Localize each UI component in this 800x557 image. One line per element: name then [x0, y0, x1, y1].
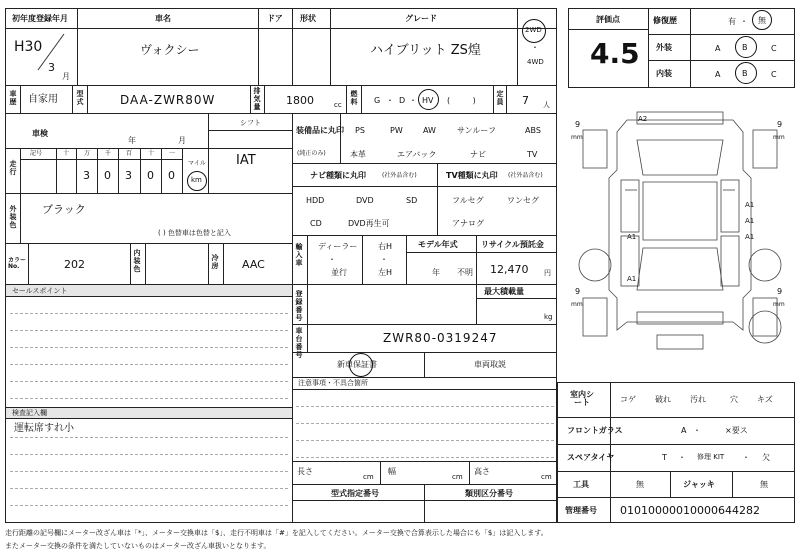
- repair-no: 無: [758, 16, 766, 25]
- jack-label: ジャッキ: [683, 480, 715, 489]
- unit-5: 一: [169, 150, 176, 157]
- tv-fullseg: フルセグ: [452, 196, 484, 205]
- color-value: ブラック: [42, 203, 86, 216]
- navi-dvd-play: DVD再生可: [348, 219, 390, 228]
- seat-burn: コゲ: [620, 395, 636, 404]
- width-label: 幅: [388, 467, 396, 476]
- chassis-value: ZWR80-0319247: [383, 331, 498, 345]
- model-label: 型式: [76, 90, 84, 106]
- navi-hdd: HDD: [306, 196, 325, 205]
- fuel-other: ( ): [447, 96, 486, 105]
- tire-rl-mm: mm: [571, 301, 583, 308]
- usage: 自家用: [28, 94, 58, 105]
- tv-label: TV種類に丸印: [446, 171, 498, 180]
- digit-1: 0: [104, 169, 111, 182]
- unit-4: 十: [148, 150, 155, 157]
- fuel-g: G: [374, 96, 381, 105]
- exterior-label: 外装: [656, 43, 672, 52]
- cap-unit: 人: [543, 101, 550, 109]
- equip-pw: PW: [390, 126, 403, 135]
- windshield-a: A: [681, 426, 687, 435]
- seat-label: 室内シート: [570, 390, 594, 407]
- import-dealer: ディーラー: [318, 242, 358, 251]
- int-color-label: 内装色: [133, 249, 141, 273]
- tire-rr-mm: mm: [773, 301, 785, 308]
- windshield-replace: ×要ス: [725, 426, 748, 435]
- exterior-c: C: [771, 44, 777, 53]
- car-damage-diagram: [565, 100, 795, 375]
- interior-b: B: [742, 69, 748, 78]
- model-year-year: 年: [432, 268, 440, 277]
- exterior-a: A: [715, 44, 721, 53]
- tire-rr-value: 9: [777, 287, 783, 296]
- jack-value: 無: [760, 480, 768, 489]
- mgmt-label: 管理番号: [565, 506, 597, 515]
- max-load-label: 最大積載量: [484, 287, 524, 296]
- drive-dot: ・: [531, 43, 539, 52]
- model-year-unknown: 不明: [457, 268, 473, 277]
- length-label: 長さ: [297, 467, 313, 476]
- seat-hole: 穴: [730, 395, 738, 404]
- notes-label: 注意事項・不具合箇所: [298, 379, 368, 387]
- tv-analog: アナログ: [452, 219, 484, 228]
- spare-kit: 修理 KIT: [697, 453, 725, 461]
- tire-fr-value: 9: [777, 120, 783, 129]
- equip-tv: TV: [527, 150, 538, 159]
- import-left: 左H: [378, 268, 393, 277]
- fuel-hv: HV: [422, 96, 434, 105]
- disp-label: 排気量: [253, 87, 261, 111]
- navi-sub: (社外品含む): [382, 172, 417, 179]
- equip-sunroof: サンルーフ: [457, 126, 496, 135]
- interior-label: 内装: [656, 69, 672, 78]
- new-warranty: 新車保証書: [337, 360, 377, 369]
- height-unit: cm: [541, 473, 552, 481]
- windshield-dot: ・: [693, 426, 701, 435]
- spare-t: T: [662, 453, 667, 462]
- unit-3: 百: [126, 150, 133, 157]
- color-no-label: カラーNo.: [8, 257, 27, 270]
- inspection-month: 月: [178, 136, 186, 145]
- recycle-label: リサイクル預託金: [481, 240, 544, 249]
- repair-dot: ・: [740, 17, 748, 26]
- footer-line1: 走行距離の記号欄にメーター改ざん車は「*」、メーター交換車は「$」、走行不明車は「#」を記入してください。メーター交換で合算表示した場合にも「$」は記入します。: [5, 529, 548, 537]
- digit-2: 3: [125, 169, 132, 182]
- reg-month: 3: [48, 61, 55, 74]
- warranty-circle: [349, 353, 373, 377]
- spare-none: 欠: [762, 453, 770, 462]
- import-label: 輸入車: [295, 243, 303, 267]
- equip-airbag: エアバック: [397, 150, 437, 159]
- navi-cd: CD: [310, 219, 322, 228]
- chassis-label: 車台番号: [295, 327, 303, 359]
- disp-unit: cc: [334, 101, 342, 109]
- color-label: 外装色: [9, 205, 17, 229]
- tire-fl-mm: mm: [571, 134, 583, 141]
- inspector-value: 運転席すれ小: [14, 423, 74, 434]
- ac-value: AAC: [242, 258, 265, 271]
- interior-c: C: [771, 70, 777, 79]
- cap-label: 定員: [496, 90, 504, 106]
- score-value: 4.5: [590, 37, 640, 70]
- seat-scratch: キズ: [757, 395, 773, 404]
- month-unit: 月: [62, 72, 70, 81]
- sales-point-label: セールスポイント: [12, 287, 68, 295]
- inspection-label: 車検: [32, 129, 48, 138]
- seat-tear: 破れ: [655, 395, 671, 404]
- windshield-label: フロントガラス: [567, 426, 623, 435]
- equipment-sub: (純正のみ): [297, 150, 326, 157]
- navi-label: ナビ種類に丸印: [310, 171, 366, 180]
- unit-1: 万: [84, 150, 91, 157]
- equip-ps: PS: [355, 126, 365, 135]
- mark-a1-1: A1: [745, 201, 755, 209]
- mileage-mark-label: 記号: [30, 150, 43, 157]
- usage-label: 車歴: [9, 90, 17, 106]
- tire-rl-value: 9: [575, 287, 581, 296]
- repair-label: 修復歴: [653, 16, 677, 25]
- seat-stain: 汚れ: [690, 395, 706, 404]
- class-label: 類別区分番号: [465, 489, 513, 498]
- car-name: ヴォクシー: [140, 43, 200, 57]
- first-reg-label: 初年度登録年月: [12, 14, 68, 23]
- footer-line2: またメーター交換の条件を満たしていないものはメーター改ざん車扱いとなります。: [5, 542, 271, 550]
- fuel-d: D: [399, 96, 406, 105]
- length-unit: cm: [363, 473, 374, 481]
- spare-label: スペアタイヤ: [567, 453, 615, 462]
- navi-dvd: DVD: [356, 196, 374, 205]
- equip-aw: AW: [423, 126, 436, 135]
- inspector-label: 検査記入欄: [12, 409, 47, 417]
- mark-a1-5: A1: [627, 275, 637, 283]
- mark-a2: A2: [638, 115, 648, 123]
- type-designation-label: 型式指定番号: [331, 489, 379, 498]
- digit-0: 3: [83, 169, 90, 182]
- door-label: ドア: [267, 14, 283, 23]
- equip-abs: ABS: [525, 126, 541, 135]
- digit-3: 0: [147, 169, 154, 182]
- import-parallel: 並行: [331, 268, 347, 277]
- tv-oneseg: ワンセグ: [507, 196, 539, 205]
- max-load-unit: kg: [544, 313, 553, 321]
- height-label: 高さ: [474, 467, 490, 476]
- drive-4wd: 4WD: [527, 58, 544, 66]
- import-right: 右H: [378, 242, 393, 251]
- unit-2: 千: [105, 150, 112, 157]
- mileage-label: 走行: [9, 160, 17, 176]
- tv-sub: (社外品含む): [508, 172, 543, 179]
- reg-no-label: 登録番号: [295, 290, 303, 322]
- shift: IAT: [236, 153, 256, 168]
- equip-navi: ナビ: [470, 150, 486, 159]
- score-label: 評価点: [596, 15, 620, 24]
- tire-fr-mm: mm: [773, 134, 785, 141]
- navi-sd: SD: [406, 196, 418, 205]
- grade-label: グレード: [405, 14, 437, 23]
- model: DAA-ZWR80W: [120, 93, 216, 107]
- cap: 7: [522, 94, 529, 107]
- mile-label: マイル: [188, 160, 206, 167]
- repair-yes: 有: [728, 17, 736, 26]
- tools-value: 無: [636, 480, 644, 489]
- equipment-label: 装備品に丸印: [296, 126, 344, 135]
- car-name-label: 車名: [155, 14, 171, 23]
- equip-leather: 本革: [350, 150, 366, 159]
- model-year-label: モデル年式: [418, 240, 458, 249]
- ac-label: 冷房: [211, 254, 219, 270]
- recycle-value: 12,470: [490, 263, 529, 276]
- reg-year: H30: [14, 39, 43, 55]
- digit-4: 0: [168, 169, 175, 182]
- fuel-label: 燃料: [350, 90, 358, 106]
- km-label: km: [191, 176, 202, 184]
- color-no: 202: [64, 258, 85, 271]
- recycle-unit: 円: [544, 269, 551, 277]
- mgmt-value: 01010000010000644282: [620, 504, 760, 517]
- exterior-b: B: [742, 43, 748, 52]
- tools-label: 工具: [573, 480, 589, 489]
- grade: ハイブリット ZS煌: [370, 43, 481, 58]
- drive-2wd: 2WD: [525, 26, 542, 34]
- unit-0: 十: [63, 150, 70, 157]
- import-dot: ・: [328, 255, 336, 264]
- color-note: ( ) 色替車は色替と記入: [158, 229, 231, 237]
- inspection-year: 年: [128, 136, 136, 145]
- tire-fl-value: 9: [575, 120, 581, 129]
- vehicle-manual: 車両取説: [474, 360, 506, 369]
- shift-label: シフト: [240, 119, 261, 127]
- shape-label: 形状: [300, 14, 316, 23]
- width-unit: cm: [452, 473, 463, 481]
- mark-a1-2: A1: [745, 217, 755, 225]
- mark-a1-3: A1: [745, 233, 755, 241]
- interior-a: A: [715, 70, 721, 79]
- disp: 1800: [286, 94, 314, 107]
- mark-a1-4: A1: [627, 233, 637, 241]
